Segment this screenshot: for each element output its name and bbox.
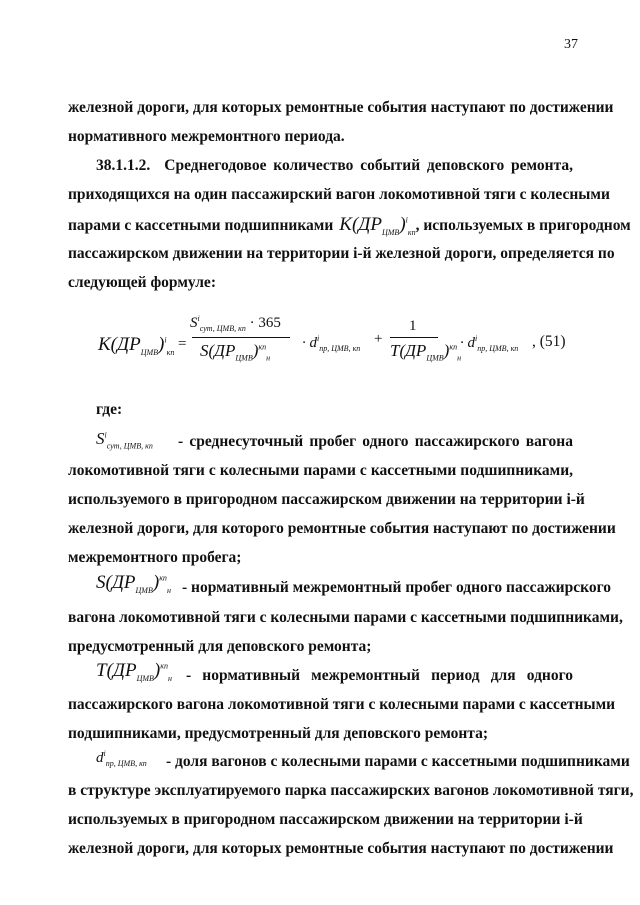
- formula-mult1: · $d^i_{пр, ЦМВ, кп}$: [302, 334, 361, 353]
- formula-fraction-line-2: [390, 337, 438, 338]
- section-number: 38.1.1.2.: [96, 157, 151, 174]
- definition-1-line-5: межремонтного пробега;: [68, 549, 242, 566]
- intro-line-2: нормативного межремонтного периода.: [68, 128, 345, 145]
- definition-4-line-3: используемых в пригородном пассажирском движении на территории i-й: [68, 811, 583, 828]
- definition-3-symbol: $T(ДР_{ЦМВ})^{кп}_н$: [96, 660, 172, 683]
- definition-1-line-3: используемого в пригородном пассажирском движении на территории i-й: [68, 491, 585, 508]
- section-line-1-rest: Среднегодовое количество событий деповского ремонта,: [164, 157, 573, 174]
- definition-1-line-4: железной дороги, для которого ремонтные события наступают по достижении: [68, 520, 616, 537]
- definition-2-line-1: - нормативный межремонтный пробег одного пассажирского: [182, 579, 611, 596]
- definition-1-line-1: - среднесуточный пробег одного пассажирского вагона: [178, 433, 573, 450]
- formula-number: , (51): [532, 333, 566, 350]
- definition-2-symbol: $S(ДР_{ЦМВ})^{кп}_н$: [96, 572, 171, 595]
- definition-4-line-2: в структуре эксплуатируемого парка пассажирских вагонов локомотивной тяги,: [68, 782, 634, 799]
- formula-mult2: · $d^i_{пр, ЦМВ, кп}$: [460, 334, 519, 353]
- section-line-3-before: парами с кассетными подшипниками: [68, 217, 334, 234]
- definition-2-line-3: предусмотренный для деповского ремонта;: [68, 638, 372, 655]
- formula-num1: $S^i_{сут, ЦМВ, кп} \cdot 365$: [190, 314, 281, 333]
- section-line-2: приходящихся на один пассажирский вагон локомотивной тяги с колесными: [68, 186, 610, 203]
- formula-num2: 1: [409, 318, 417, 334]
- definition-4-symbol: $d^i_{пр, ЦМВ, кп}$: [96, 749, 147, 768]
- section-line-5: следующей формуле:: [68, 274, 216, 291]
- definition-4-line-1: - доля вагонов с колесными парами с кассетными подшипниками: [166, 753, 630, 770]
- section-line-4: пассажирском движении на территории i-й железной дороги, определяется по: [68, 245, 615, 262]
- where-label: где:: [96, 401, 123, 418]
- definition-1-line-2: локомотивной тяги с колесными парами с кассетными подшипниками,: [68, 462, 573, 479]
- definition-4-line-4: железной дороги, для которых ремонтные события наступают по достижении: [68, 840, 614, 857]
- formula-den2: $T(ДР_{ЦМВ})^{кп}_н$: [390, 341, 462, 363]
- inline-symbol-k-dr: $K(ДР_{ЦМВ})^i_{кп}$: [339, 214, 416, 237]
- formula-equals: =: [178, 336, 187, 352]
- section-line-3: [68, 214, 631, 237]
- definition-2-line-2: вагона локомотивной тяги с колесными парами с кассетными подшипниками,: [68, 609, 623, 626]
- intro-line-1: железной дороги, для которых ремонтные события наступают по достижении: [68, 99, 614, 116]
- page-number: 37: [564, 37, 578, 52]
- formula-fraction-line-1: [192, 337, 290, 338]
- formula-den1: $S(ДР_{ЦМВ})^{кп}_н$: [200, 341, 271, 363]
- section-line-1: [96, 156, 573, 176]
- definition-3-line-1: - нормативный межремонтный период для одного: [186, 667, 573, 684]
- definition-3-line-3: подшипниками, предусмотренный для деповского ремонта;: [68, 725, 489, 742]
- formula-plus: +: [374, 331, 383, 347]
- section-line-3-after: , используемых в пригородном: [415, 217, 631, 234]
- definition-1-symbol: $S^i_{сут, ЦМВ, кп}$: [96, 429, 153, 451]
- definition-3-line-2: пассажирского вагона локомотивной тяги с колесными парами с кассетными: [68, 696, 616, 713]
- formula-lhs: $K(ДР_{ЦМВ})^i_{кп}$: [98, 334, 175, 357]
